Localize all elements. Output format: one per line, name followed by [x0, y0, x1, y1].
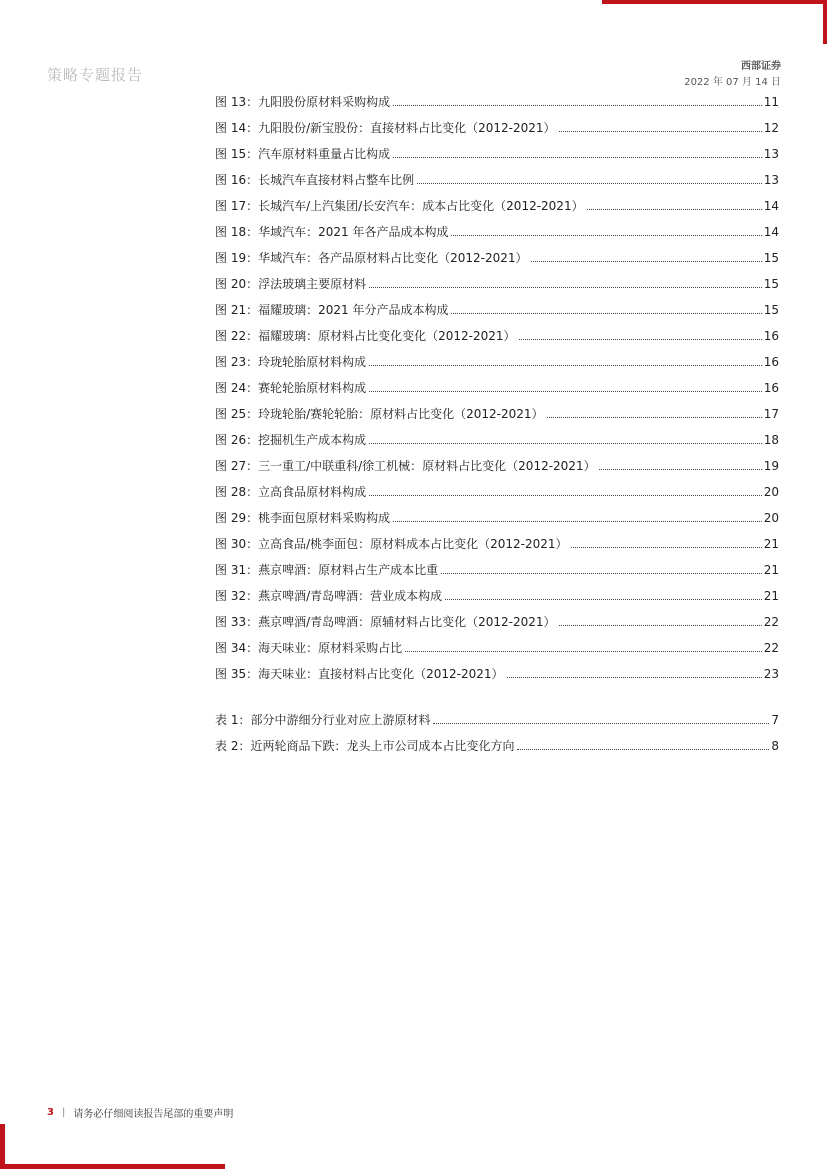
dot-leader	[451, 235, 761, 236]
footer	[47, 1105, 233, 1120]
dot-leader	[369, 365, 762, 366]
table-index-entry[interactable]	[215, 737, 779, 763]
figure-index-entry-page-number: 11	[763, 95, 779, 109]
footer-disclaimer-notice: 请务必仔细阅读报告尾部的重要声明	[73, 1109, 234, 1120]
figure-index-entry[interactable]	[215, 301, 779, 327]
dot-leader	[417, 183, 762, 184]
figure-index-entry-page-number: 13	[763, 147, 779, 161]
figure-index-entry-page-number: 22	[763, 641, 779, 655]
dot-leader	[507, 677, 762, 678]
figure-index-entry-page-number: 14	[763, 199, 779, 213]
header-accent-bar-horizontal	[602, 0, 827, 4]
figure-index-entry[interactable]	[215, 249, 779, 275]
footer-page-number: 3	[47, 1107, 54, 1118]
figure-index-entry-label: 图 30：立高食品/桃李面包：原材料成本占比变化（2012-2021）	[215, 537, 568, 551]
figure-index-entry-page-number: 21	[763, 563, 779, 577]
figure-index-entry-label: 图 35：海天味业：直接材料占比变化（2012-2021）	[215, 667, 504, 681]
figure-index-entry-label: 图 22：福耀玻璃：原材料占比变化变化（2012-2021）	[215, 329, 516, 343]
dot-leader	[587, 209, 762, 210]
dot-leader	[599, 469, 762, 470]
figure-index-entry[interactable]	[215, 431, 779, 457]
figure-index-entry-page-number: 21	[763, 589, 779, 603]
figure-index-entry[interactable]	[215, 171, 779, 197]
dot-leader	[519, 339, 762, 340]
figure-index-entry-page-number: 16	[763, 381, 779, 395]
figure-index-entry-page-number: 20	[763, 485, 779, 499]
dot-leader	[393, 105, 762, 106]
figure-index-entry-label: 图 20：浮法玻璃主要原材料	[215, 277, 367, 291]
figure-index-entry-label: 图 24：赛轮轮胎原材料构成	[215, 381, 367, 395]
figure-index-entry-page-number: 16	[763, 329, 779, 343]
table-index-entry-label: 表 1：部分中游细分行业对应上游原材料	[215, 713, 431, 727]
figure-index-entry-label: 图 28：立高食品原材料构成	[215, 485, 367, 499]
footer-accent-bar-vertical	[0, 1124, 5, 1169]
figure-index-entry-label: 图 16：长城汽车直接材料占整车比例	[215, 173, 415, 187]
figure-index-entry[interactable]	[215, 509, 779, 535]
figure-index-entry-label: 图 29：桃李面包原材料采购构成	[215, 511, 391, 525]
table-index-entry-page-number: 8	[771, 739, 779, 753]
figure-index-entry[interactable]	[215, 327, 779, 353]
dot-leader	[559, 625, 762, 626]
figure-index-entry-page-number: 15	[763, 303, 779, 317]
figure-index-entry-page-number: 19	[763, 459, 779, 473]
dot-leader	[393, 157, 762, 158]
figure-index-entry[interactable]	[215, 639, 779, 665]
dot-leader	[369, 287, 762, 288]
figure-index-entry[interactable]	[215, 405, 779, 431]
figure-index-entry[interactable]	[215, 379, 779, 405]
dot-leader	[559, 131, 762, 132]
figure-index-entry[interactable]	[215, 119, 779, 145]
figure-index-entry-page-number: 17	[763, 407, 779, 421]
figure-index-entry-label: 图 34：海天味业：原材料采购占比	[215, 641, 403, 655]
figure-index-entry[interactable]	[215, 613, 779, 639]
dot-leader	[369, 495, 762, 496]
dot-leader	[441, 573, 762, 574]
table-index-entry-page-number: 7	[771, 713, 779, 727]
figure-index-entry[interactable]	[215, 93, 779, 119]
figure-index-entry-label: 图 18：华域汽车：2021 年各产品成本构成	[215, 225, 449, 239]
dot-leader	[393, 521, 762, 522]
figure-index-entry[interactable]	[215, 145, 779, 171]
figure-index-entry-page-number: 15	[763, 277, 779, 291]
figure-index-entry-label: 图 27：三一重工/中联重科/徐工机械：原材料占比变化（2012-2021）	[215, 459, 596, 473]
figure-index-entry-page-number: 16	[763, 355, 779, 369]
dot-leader	[405, 651, 762, 652]
dot-leader	[451, 313, 761, 314]
dot-leader	[445, 599, 762, 600]
figure-index-entry-label: 图 19：华域汽车：各产品原材料占比变化（2012-2021）	[215, 251, 528, 265]
figure-index-entry-page-number: 20	[763, 511, 779, 525]
figure-index-entry-page-number: 22	[763, 615, 779, 629]
figure-index-entry-page-number: 23	[763, 667, 779, 681]
figure-index-entry-label: 图 15：汽车原材料重量占比构成	[215, 147, 391, 161]
figure-index-entry-page-number: 15	[763, 251, 779, 265]
table-index-list	[215, 711, 779, 763]
figure-index-entry-label: 图 25：玲珑轮胎/赛轮轮胎：原材料占比变化（2012-2021）	[215, 407, 544, 421]
footer-accent-bar-horizontal	[0, 1164, 225, 1169]
figure-index-entry-page-number: 18	[763, 433, 779, 447]
figure-index-entry[interactable]	[215, 587, 779, 613]
table-index-entry[interactable]	[215, 711, 779, 737]
figure-index-entry-label: 图 23：玲珑轮胎原材料构成	[215, 355, 367, 369]
figure-index-entry[interactable]	[215, 561, 779, 587]
figure-index-entry-page-number: 12	[763, 121, 779, 135]
dot-leader	[531, 261, 762, 262]
figure-index-entry-label: 图 21：福耀玻璃：2021 年分产品成本构成	[215, 303, 449, 317]
figure-index-entry-label: 图 31：燕京啤酒：原材料占生产成本比重	[215, 563, 439, 577]
report-date: 2022 年 07 月 14 日	[684, 77, 781, 88]
dot-leader	[433, 723, 769, 724]
figure-index-entry[interactable]	[215, 223, 779, 249]
dot-leader	[369, 391, 762, 392]
figure-index-entry-label: 图 32：燕京啤酒/青岛啤酒：营业成本构成	[215, 589, 443, 603]
figure-index-entry-page-number: 21	[763, 537, 779, 551]
brand-name: 西部证券	[741, 61, 781, 72]
table-index-entry-label: 表 2：近两轮商品下跌：龙头上市公司成本占比变化方向	[215, 739, 515, 753]
figure-index-entry-label: 图 14：九阳股份/新宝股份：直接材料占比变化（2012-2021）	[215, 121, 556, 135]
figure-index-entry[interactable]	[215, 535, 779, 561]
dot-leader	[517, 749, 769, 750]
figure-index-entry-page-number: 14	[763, 225, 779, 239]
figure-index-entry[interactable]	[215, 275, 779, 301]
dot-leader	[571, 547, 762, 548]
figure-index-entry-page-number: 13	[763, 173, 779, 187]
figure-index-entry[interactable]	[215, 197, 779, 223]
figure-index-entry[interactable]	[215, 353, 779, 379]
dot-leader	[547, 417, 762, 418]
figure-index-entry[interactable]	[215, 665, 779, 691]
figure-index-entry-label: 图 26：挖掘机生产成本构成	[215, 433, 367, 447]
figure-index-entry-label: 图 33：燕京啤酒/青岛啤酒：原辅材料占比变化（2012-2021）	[215, 615, 556, 629]
figure-index-entry[interactable]	[215, 457, 779, 483]
report-type-title: 策略专题报告	[47, 66, 144, 84]
header-accent-bar-vertical	[823, 0, 827, 44]
figure-index-entry[interactable]	[215, 483, 779, 509]
figure-index-list	[215, 93, 779, 691]
figure-index-entry-label: 图 17：长城汽车/上汽集团/长安汽车：成本占比变化（2012-2021）	[215, 199, 584, 213]
dot-leader	[369, 443, 762, 444]
footer-separator: |	[61, 1107, 66, 1118]
figure-index-entry-label: 图 13：九阳股份原材料采购构成	[215, 95, 391, 109]
